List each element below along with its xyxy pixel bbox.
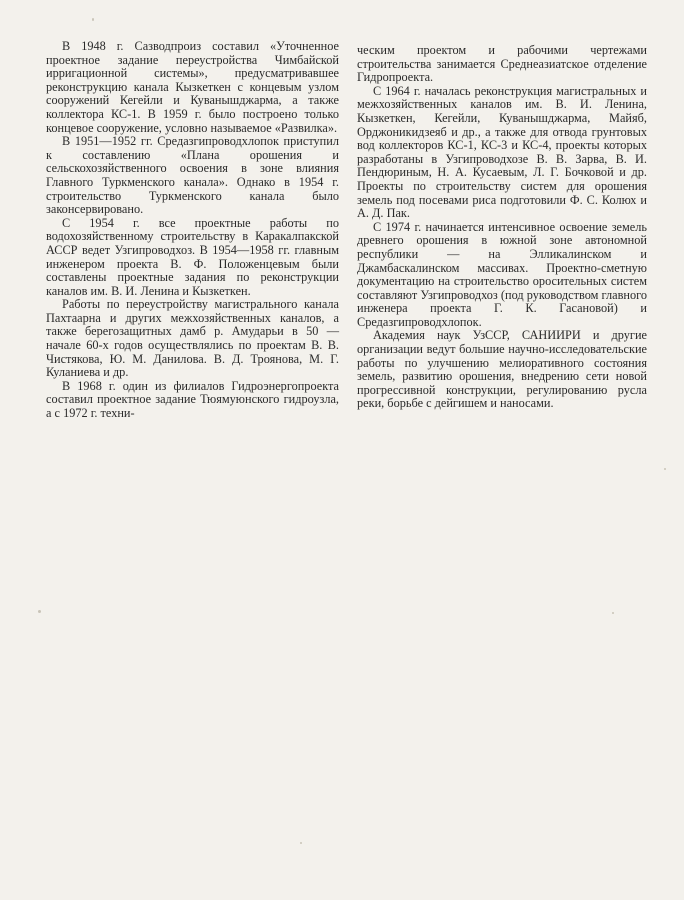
paragraph-1948: В 1948 г. Сазводпроиз составил «Уточненное проектное задание переустройства Чимбайской ирригационной системы», предусматривавшее реконструкцию канала Кызкеткен с концевым узлом сооружений Кегейли и Куванышджарма, а также коллектора КС-1. В 1959 г. было построено только концевое сооружение, условно называемое «Развилка». xyxy=(46,39,339,135)
paragraph-1968: В 1968 г. один из филиалов Гидроэнергопроекта составил проектное задание Тюямуюнского гидроузла, а с 1972 г. техни- xyxy=(46,378,339,421)
paragraph-1964: С 1964 г. началась реконструкция магистральных и межхозяйственных каналов им. В. И. Ленина, Кызкеткен, Кегейли, Куванышджарма, Майяб, Орджоникидзеяб и др., а также для отвода грунтовых вод коллекторов КС-1, КС-3 и КС-4, проекты которых разработаны в Узгипроводхозе В. В. Зарва, В. И. Пендюриным, Н. А. Кусаевым, Л. Г. Бочковой и др. Проекты по строительству систем для орошения земель под посевами риса подготовили Ф. С. Колюх и А. Д. Пак. xyxy=(357,83,647,221)
paragraph-academy: Академия наук УзССР, САНИИРИ и другие организации ведут большие научно-исследовательские работы по улучшению мелиоративного состояния земель, развитию орошения, внедрению сети новой прогрессивной конструкции, регулированию русла реки, борьбе с дейгишем и наносами. xyxy=(357,328,647,411)
right-text-column xyxy=(357,44,647,411)
paragraph-pakhtaarna: Работы по переустройству магистрального канала Пахтаарна и других межхозяйственных каналов, а также берегозащитных дамб р. Амударьи в 50 — начале 60-х годов осуществлялись по проектам В. В. Чистякова, Ю. М. Данилова. В. Д. Троянова, М. Г. Куланиева и др. xyxy=(46,297,339,380)
left-text-column xyxy=(46,40,339,421)
paragraph-1968-continuation: ческим проектом и рабочими чертежами строительства занимается Среднеазиатское отделение Гидропроекта. xyxy=(357,43,647,85)
paragraph-1974: С 1974 г. начинается интенсивное освоение земель древнего орошения в южной зоне автономной республики — на Элликалинском и Джамбаскалинском массивах. Проектно-сметную документацию на строительство оросительных систем составляют Узгипроводхоз (под руководством главного инженера проекта Г. К. Гасановой) и Средазгипроводхлопок. xyxy=(357,219,647,329)
paragraph-1951: В 1951—1952 гг. Средазгипроводхлопок приступил к составлению «Плана орошения и сельскохозяйственного освоения в зоне влияния Главного Туркменского канала». Однако в 1954 г. строительство Туркменского канала было законсервировано. xyxy=(46,134,339,217)
paragraph-1954: С 1954 г. все проектные работы по водохозяйственному строительству в Каракалпакской АССР ведет Узгипроводхоз. В 1954—1958 гг. главным инженером проекта В. Ф. Положенцевым были составлены проектные задания по реконструкции каналов им. В. И. Ленина и Кызкеткен. xyxy=(46,215,339,298)
